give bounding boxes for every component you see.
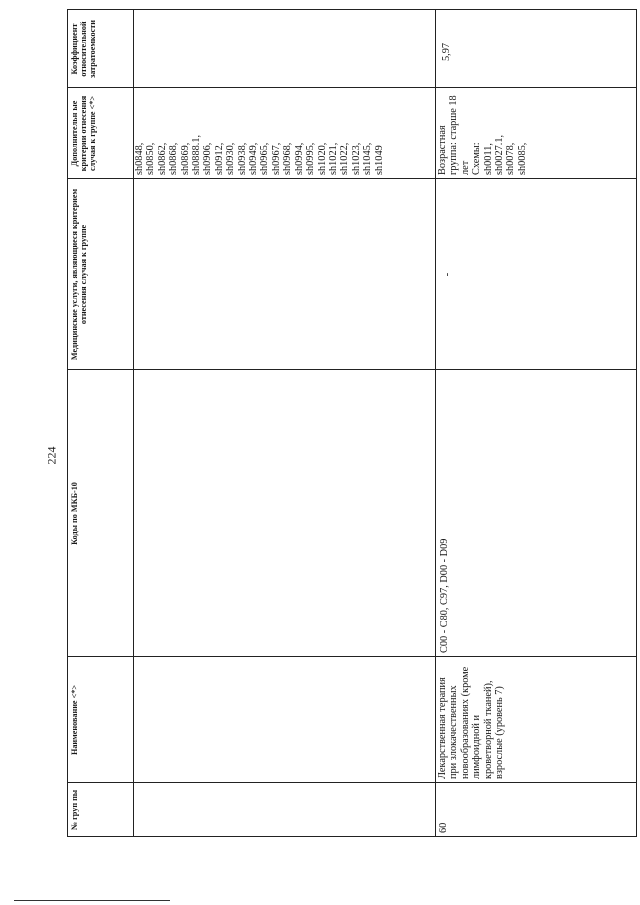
footnote-separator: [14, 900, 170, 901]
header-coefficient: Коэффициент относительной затратоемкости: [70, 19, 97, 79]
table-border-bottom: [636, 9, 637, 837]
row-group-number: 60: [438, 822, 449, 833]
header-name: Наименование <*>: [70, 684, 79, 756]
row-mkb-codes: C00 - C80, C97, D00 - D09: [439, 538, 450, 653]
table-container: [67, 9, 637, 837]
row-extra-criteria: Возрастная группа: старше 18 лет Схемы: sh0011, sh0027.1, sh0078, sh0085,: [437, 95, 528, 175]
continued-extra-criteria: sh0848, sh0850, sh0862, sh0868, sh0869, sh0888.1, sh0906, sh0912, sh0930, sh0938, sh0949, sh0965, sh0967, sh0968, sh0994, sh0995, sh1020, sh1021, sh1022, sh1023, sh1045, sh1049: [134, 134, 385, 175]
page-number-text: 224: [44, 446, 59, 464]
page-number: [42, 440, 62, 470]
header-medical-services: Медицинские услуги, являющиеся критерием отнесения случая к группе: [70, 188, 88, 361]
row-medical-services: -: [441, 272, 453, 277]
header-extra-criteria: Дополнительн ые критерии отнесения случая к группе <*>: [70, 95, 97, 172]
row-group-name: Лекарственная терапия при злокачественных новообразованиях (кроме лимфоидной и кроветворной тканей), взрослые (уровень 7): [437, 666, 506, 779]
tariff-table: [67, 9, 637, 837]
row-coefficient: 5,97: [441, 42, 452, 61]
header-mkb-codes: Коды по МКБ-10: [70, 482, 79, 545]
header-num: № груп пы: [70, 789, 79, 831]
